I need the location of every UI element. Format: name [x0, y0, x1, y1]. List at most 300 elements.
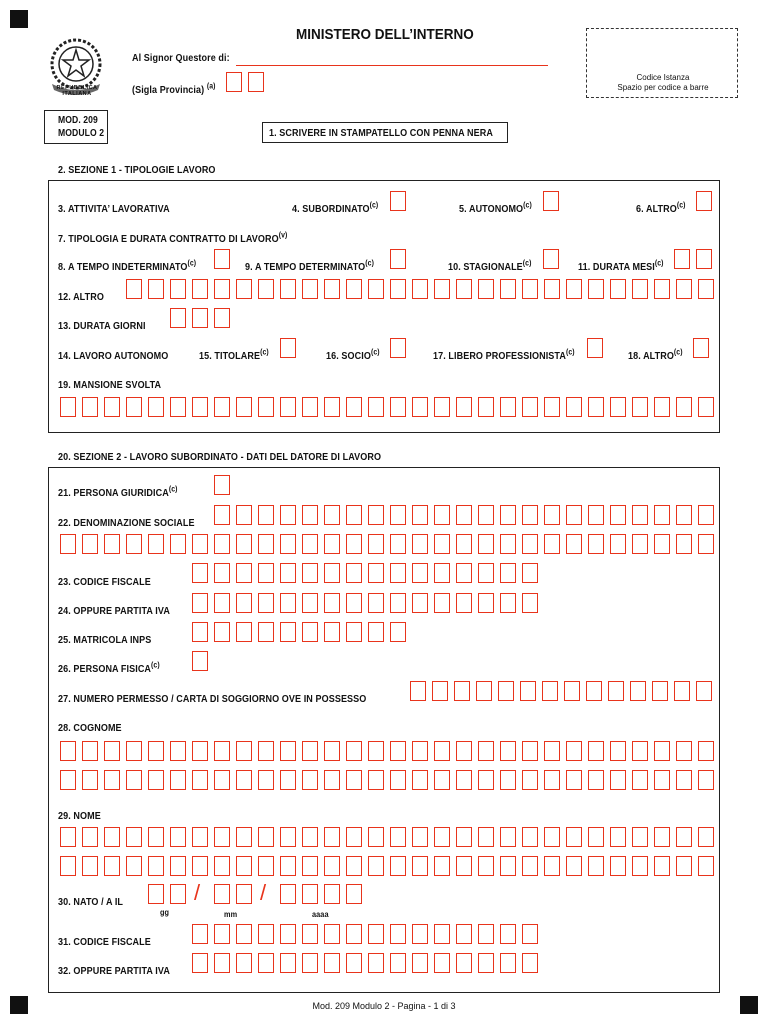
- nome-char-box[interactable]: [258, 856, 274, 876]
- partita-iva-2-char-box[interactable]: [192, 953, 208, 973]
- nome-char-box[interactable]: [522, 856, 538, 876]
- permesso-char-box[interactable]: [674, 681, 690, 701]
- mansione-char-box[interactable]: [170, 397, 186, 417]
- nome-char-box[interactable]: [324, 827, 340, 847]
- cognome-char-box[interactable]: [170, 770, 186, 790]
- denominazione-char-box[interactable]: [390, 534, 406, 554]
- cognome-char-box[interactable]: [610, 770, 626, 790]
- codice-fiscale-char-box[interactable]: [236, 563, 252, 583]
- partita-iva-2-char-box[interactable]: [302, 953, 318, 973]
- codice-fiscale-2-char-box[interactable]: [192, 924, 208, 944]
- nome-char-box[interactable]: [258, 827, 274, 847]
- cognome-char-box[interactable]: [654, 741, 670, 761]
- denominazione-char-box[interactable]: [346, 505, 362, 525]
- cognome-char-box[interactable]: [302, 741, 318, 761]
- altro-contratto-char-box[interactable]: [654, 279, 670, 299]
- partita-iva-char-box[interactable]: [478, 593, 494, 613]
- denominazione-char-box[interactable]: [412, 505, 428, 525]
- codice-fiscale-2-char-box[interactable]: [412, 924, 428, 944]
- cognome-char-box[interactable]: [280, 770, 296, 790]
- denominazione-char-box[interactable]: [60, 534, 76, 554]
- matricola-char-box[interactable]: [346, 622, 362, 642]
- denominazione-char-box[interactable]: [192, 534, 208, 554]
- mansione-char-box[interactable]: [148, 397, 164, 417]
- nome-char-box[interactable]: [346, 856, 362, 876]
- permesso-char-box[interactable]: [498, 681, 514, 701]
- partita-iva-char-box[interactable]: [280, 593, 296, 613]
- cognome-char-box[interactable]: [104, 770, 120, 790]
- partita-iva-char-box[interactable]: [412, 593, 428, 613]
- altro-contratto-char-box[interactable]: [280, 279, 296, 299]
- durata-giorni-box[interactable]: [170, 308, 186, 328]
- altro-contratto-char-box[interactable]: [588, 279, 604, 299]
- cognome-char-box[interactable]: [544, 770, 560, 790]
- checkbox-indeterminato[interactable]: [214, 249, 230, 269]
- altro-contratto-char-box[interactable]: [500, 279, 516, 299]
- mansione-char-box[interactable]: [236, 397, 252, 417]
- cognome-char-box[interactable]: [368, 741, 384, 761]
- nome-char-box[interactable]: [60, 856, 76, 876]
- altro-contratto-char-box[interactable]: [632, 279, 648, 299]
- checkbox-titolare[interactable]: [280, 338, 296, 358]
- permesso-char-box[interactable]: [542, 681, 558, 701]
- nome-char-box[interactable]: [82, 827, 98, 847]
- mansione-char-box[interactable]: [544, 397, 560, 417]
- cognome-char-box[interactable]: [434, 770, 450, 790]
- partita-iva-char-box[interactable]: [390, 593, 406, 613]
- nome-char-box[interactable]: [302, 856, 318, 876]
- denominazione-char-box[interactable]: [170, 534, 186, 554]
- denominazione-char-box[interactable]: [390, 505, 406, 525]
- denominazione-char-box[interactable]: [302, 534, 318, 554]
- denominazione-char-box[interactable]: [522, 505, 538, 525]
- codice-fiscale-char-box[interactable]: [434, 563, 450, 583]
- checkbox-altro-autonomo[interactable]: [693, 338, 709, 358]
- sigla-box[interactable]: [248, 72, 264, 92]
- cognome-char-box[interactable]: [434, 741, 450, 761]
- altro-contratto-char-box[interactable]: [324, 279, 340, 299]
- date-year-box[interactable]: [280, 884, 296, 904]
- sigla-box[interactable]: [226, 72, 242, 92]
- cognome-char-box[interactable]: [368, 770, 384, 790]
- altro-contratto-char-box[interactable]: [236, 279, 252, 299]
- nome-char-box[interactable]: [126, 827, 142, 847]
- checkbox-subordinato[interactable]: [390, 191, 406, 211]
- codice-fiscale-2-char-box[interactable]: [434, 924, 450, 944]
- partita-iva-char-box[interactable]: [434, 593, 450, 613]
- codice-fiscale-char-box[interactable]: [346, 563, 362, 583]
- matricola-char-box[interactable]: [214, 622, 230, 642]
- permesso-char-box[interactable]: [520, 681, 536, 701]
- cognome-char-box[interactable]: [698, 741, 714, 761]
- mansione-char-box[interactable]: [478, 397, 494, 417]
- durata-mesi-box[interactable]: [696, 249, 712, 269]
- cognome-char-box[interactable]: [236, 741, 252, 761]
- denominazione-char-box[interactable]: [324, 534, 340, 554]
- nome-char-box[interactable]: [214, 856, 230, 876]
- mansione-char-box[interactable]: [346, 397, 362, 417]
- codice-fiscale-2-char-box[interactable]: [390, 924, 406, 944]
- cognome-char-box[interactable]: [192, 770, 208, 790]
- nome-char-box[interactable]: [302, 827, 318, 847]
- nome-char-box[interactable]: [434, 827, 450, 847]
- altro-contratto-char-box[interactable]: [412, 279, 428, 299]
- altro-contratto-char-box[interactable]: [610, 279, 626, 299]
- denominazione-char-box[interactable]: [82, 534, 98, 554]
- codice-fiscale-2-char-box[interactable]: [280, 924, 296, 944]
- altro-contratto-char-box[interactable]: [192, 279, 208, 299]
- codice-fiscale-char-box[interactable]: [280, 563, 296, 583]
- permesso-char-box[interactable]: [586, 681, 602, 701]
- codice-fiscale-char-box[interactable]: [302, 563, 318, 583]
- nome-char-box[interactable]: [412, 827, 428, 847]
- codice-fiscale-char-box[interactable]: [214, 563, 230, 583]
- matricola-char-box[interactable]: [368, 622, 384, 642]
- mansione-char-box[interactable]: [434, 397, 450, 417]
- nome-char-box[interactable]: [390, 827, 406, 847]
- matricola-char-box[interactable]: [302, 622, 318, 642]
- nome-char-box[interactable]: [434, 856, 450, 876]
- mansione-char-box[interactable]: [522, 397, 538, 417]
- partita-iva-2-char-box[interactable]: [280, 953, 296, 973]
- denominazione-char-box[interactable]: [632, 505, 648, 525]
- nome-char-box[interactable]: [148, 856, 164, 876]
- cognome-char-box[interactable]: [126, 770, 142, 790]
- partita-iva-2-char-box[interactable]: [522, 953, 538, 973]
- denominazione-char-box[interactable]: [588, 505, 604, 525]
- permesso-char-box[interactable]: [432, 681, 448, 701]
- altro-contratto-char-box[interactable]: [346, 279, 362, 299]
- nome-char-box[interactable]: [544, 827, 560, 847]
- permesso-char-box[interactable]: [696, 681, 712, 701]
- altro-contratto-char-box[interactable]: [676, 279, 692, 299]
- nome-char-box[interactable]: [654, 856, 670, 876]
- denominazione-char-box[interactable]: [434, 534, 450, 554]
- questore-input[interactable]: [236, 65, 548, 66]
- cognome-char-box[interactable]: [148, 741, 164, 761]
- denominazione-char-box[interactable]: [610, 505, 626, 525]
- denominazione-char-box[interactable]: [544, 534, 560, 554]
- codice-fiscale-char-box[interactable]: [192, 563, 208, 583]
- cognome-char-box[interactable]: [698, 770, 714, 790]
- nome-char-box[interactable]: [170, 856, 186, 876]
- codice-fiscale-2-char-box[interactable]: [236, 924, 252, 944]
- permesso-char-box[interactable]: [652, 681, 668, 701]
- denominazione-char-box[interactable]: [456, 505, 472, 525]
- partita-iva-char-box[interactable]: [324, 593, 340, 613]
- nome-char-box[interactable]: [368, 856, 384, 876]
- partita-iva-char-box[interactable]: [500, 593, 516, 613]
- checkbox-persona-fisica[interactable]: [192, 651, 208, 671]
- cognome-char-box[interactable]: [148, 770, 164, 790]
- partita-iva-2-char-box[interactable]: [390, 953, 406, 973]
- permesso-char-box[interactable]: [410, 681, 426, 701]
- cognome-char-box[interactable]: [676, 741, 692, 761]
- cognome-char-box[interactable]: [500, 741, 516, 761]
- checkbox-determinato[interactable]: [390, 249, 406, 269]
- denominazione-char-box[interactable]: [236, 534, 252, 554]
- nome-char-box[interactable]: [588, 827, 604, 847]
- date-month-box[interactable]: [236, 884, 252, 904]
- altro-contratto-char-box[interactable]: [522, 279, 538, 299]
- denominazione-char-box[interactable]: [214, 505, 230, 525]
- nome-char-box[interactable]: [280, 856, 296, 876]
- codice-fiscale-2-char-box[interactable]: [214, 924, 230, 944]
- denominazione-char-box[interactable]: [500, 534, 516, 554]
- cognome-char-box[interactable]: [280, 741, 296, 761]
- date-year-box[interactable]: [324, 884, 340, 904]
- mansione-char-box[interactable]: [698, 397, 714, 417]
- partita-iva-char-box[interactable]: [214, 593, 230, 613]
- partita-iva-2-char-box[interactable]: [434, 953, 450, 973]
- matricola-char-box[interactable]: [258, 622, 274, 642]
- nome-char-box[interactable]: [610, 856, 626, 876]
- cognome-char-box[interactable]: [522, 770, 538, 790]
- partita-iva-2-char-box[interactable]: [324, 953, 340, 973]
- altro-contratto-char-box[interactable]: [478, 279, 494, 299]
- cognome-char-box[interactable]: [346, 770, 362, 790]
- cognome-char-box[interactable]: [676, 770, 692, 790]
- cognome-char-box[interactable]: [302, 770, 318, 790]
- denominazione-char-box[interactable]: [126, 534, 142, 554]
- cognome-char-box[interactable]: [126, 741, 142, 761]
- denominazione-char-box[interactable]: [654, 534, 670, 554]
- partita-iva-2-char-box[interactable]: [500, 953, 516, 973]
- nome-char-box[interactable]: [236, 856, 252, 876]
- checkbox-persona-giuridica[interactable]: [214, 475, 230, 495]
- partita-iva-2-char-box[interactable]: [456, 953, 472, 973]
- nome-char-box[interactable]: [500, 856, 516, 876]
- nome-char-box[interactable]: [346, 827, 362, 847]
- partita-iva-char-box[interactable]: [236, 593, 252, 613]
- denominazione-char-box[interactable]: [434, 505, 450, 525]
- nome-char-box[interactable]: [478, 827, 494, 847]
- denominazione-char-box[interactable]: [104, 534, 120, 554]
- altro-contratto-char-box[interactable]: [544, 279, 560, 299]
- nome-char-box[interactable]: [544, 856, 560, 876]
- cognome-char-box[interactable]: [192, 741, 208, 761]
- altro-contratto-char-box[interactable]: [170, 279, 186, 299]
- altro-contratto-char-box[interactable]: [302, 279, 318, 299]
- altro-contratto-char-box[interactable]: [698, 279, 714, 299]
- matricola-char-box[interactable]: [236, 622, 252, 642]
- denominazione-char-box[interactable]: [522, 534, 538, 554]
- mansione-char-box[interactable]: [214, 397, 230, 417]
- matricola-char-box[interactable]: [192, 622, 208, 642]
- nome-char-box[interactable]: [192, 827, 208, 847]
- matricola-char-box[interactable]: [390, 622, 406, 642]
- altro-contratto-char-box[interactable]: [390, 279, 406, 299]
- cognome-char-box[interactable]: [412, 741, 428, 761]
- mansione-char-box[interactable]: [302, 397, 318, 417]
- nome-char-box[interactable]: [654, 827, 670, 847]
- denominazione-char-box[interactable]: [368, 534, 384, 554]
- nome-char-box[interactable]: [390, 856, 406, 876]
- permesso-char-box[interactable]: [608, 681, 624, 701]
- cognome-char-box[interactable]: [588, 741, 604, 761]
- cognome-char-box[interactable]: [236, 770, 252, 790]
- permesso-char-box[interactable]: [630, 681, 646, 701]
- cognome-char-box[interactable]: [258, 741, 274, 761]
- nome-char-box[interactable]: [456, 856, 472, 876]
- cognome-char-box[interactable]: [214, 741, 230, 761]
- permesso-char-box[interactable]: [564, 681, 580, 701]
- cognome-char-box[interactable]: [324, 741, 340, 761]
- denominazione-char-box[interactable]: [698, 534, 714, 554]
- permesso-char-box[interactable]: [476, 681, 492, 701]
- codice-fiscale-2-char-box[interactable]: [368, 924, 384, 944]
- mansione-char-box[interactable]: [60, 397, 76, 417]
- partita-iva-char-box[interactable]: [258, 593, 274, 613]
- denominazione-char-box[interactable]: [500, 505, 516, 525]
- cognome-char-box[interactable]: [544, 741, 560, 761]
- codice-fiscale-char-box[interactable]: [522, 563, 538, 583]
- cognome-char-box[interactable]: [104, 741, 120, 761]
- nome-char-box[interactable]: [478, 856, 494, 876]
- cognome-char-box[interactable]: [412, 770, 428, 790]
- denominazione-char-box[interactable]: [478, 534, 494, 554]
- nome-char-box[interactable]: [412, 856, 428, 876]
- checkbox-socio[interactable]: [390, 338, 406, 358]
- partita-iva-char-box[interactable]: [456, 593, 472, 613]
- codice-fiscale-2-char-box[interactable]: [258, 924, 274, 944]
- checkbox-autonomo[interactable]: [543, 191, 559, 211]
- codice-fiscale-char-box[interactable]: [368, 563, 384, 583]
- date-month-box[interactable]: [214, 884, 230, 904]
- mansione-char-box[interactable]: [258, 397, 274, 417]
- codice-fiscale-2-char-box[interactable]: [456, 924, 472, 944]
- nome-char-box[interactable]: [522, 827, 538, 847]
- durata-giorni-box[interactable]: [214, 308, 230, 328]
- altro-contratto-char-box[interactable]: [456, 279, 472, 299]
- nome-char-box[interactable]: [566, 856, 582, 876]
- codice-fiscale-char-box[interactable]: [258, 563, 274, 583]
- matricola-char-box[interactable]: [280, 622, 296, 642]
- altro-contratto-char-box[interactable]: [214, 279, 230, 299]
- cognome-char-box[interactable]: [566, 741, 582, 761]
- cognome-char-box[interactable]: [214, 770, 230, 790]
- cognome-char-box[interactable]: [170, 741, 186, 761]
- cognome-char-box[interactable]: [522, 741, 538, 761]
- altro-contratto-char-box[interactable]: [148, 279, 164, 299]
- nome-char-box[interactable]: [456, 827, 472, 847]
- mansione-char-box[interactable]: [368, 397, 384, 417]
- denominazione-char-box[interactable]: [258, 505, 274, 525]
- nome-char-box[interactable]: [236, 827, 252, 847]
- partita-iva-char-box[interactable]: [522, 593, 538, 613]
- nome-char-box[interactable]: [192, 856, 208, 876]
- mansione-char-box[interactable]: [412, 397, 428, 417]
- codice-fiscale-char-box[interactable]: [412, 563, 428, 583]
- mansione-char-box[interactable]: [280, 397, 296, 417]
- permesso-char-box[interactable]: [454, 681, 470, 701]
- mansione-char-box[interactable]: [126, 397, 142, 417]
- nome-char-box[interactable]: [170, 827, 186, 847]
- denominazione-char-box[interactable]: [610, 534, 626, 554]
- nome-char-box[interactable]: [698, 827, 714, 847]
- denominazione-char-box[interactable]: [346, 534, 362, 554]
- mansione-char-box[interactable]: [500, 397, 516, 417]
- codice-fiscale-2-char-box[interactable]: [302, 924, 318, 944]
- durata-mesi-box[interactable]: [674, 249, 690, 269]
- nome-char-box[interactable]: [632, 856, 648, 876]
- codice-fiscale-char-box[interactable]: [500, 563, 516, 583]
- denominazione-char-box[interactable]: [214, 534, 230, 554]
- nome-char-box[interactable]: [214, 827, 230, 847]
- cognome-char-box[interactable]: [82, 741, 98, 761]
- cognome-char-box[interactable]: [60, 770, 76, 790]
- mansione-char-box[interactable]: [324, 397, 340, 417]
- cognome-char-box[interactable]: [588, 770, 604, 790]
- date-day-box[interactable]: [148, 884, 164, 904]
- denominazione-char-box[interactable]: [676, 534, 692, 554]
- nome-char-box[interactable]: [324, 856, 340, 876]
- altro-contratto-char-box[interactable]: [368, 279, 384, 299]
- nome-char-box[interactable]: [632, 827, 648, 847]
- denominazione-char-box[interactable]: [280, 505, 296, 525]
- partita-iva-2-char-box[interactable]: [412, 953, 428, 973]
- durata-giorni-box[interactable]: [192, 308, 208, 328]
- codice-fiscale-char-box[interactable]: [478, 563, 494, 583]
- denominazione-char-box[interactable]: [632, 534, 648, 554]
- nome-char-box[interactable]: [676, 827, 692, 847]
- mansione-char-box[interactable]: [456, 397, 472, 417]
- partita-iva-2-char-box[interactable]: [478, 953, 494, 973]
- altro-contratto-char-box[interactable]: [434, 279, 450, 299]
- partita-iva-char-box[interactable]: [368, 593, 384, 613]
- nome-char-box[interactable]: [82, 856, 98, 876]
- nome-char-box[interactable]: [610, 827, 626, 847]
- denominazione-char-box[interactable]: [566, 505, 582, 525]
- nome-char-box[interactable]: [126, 856, 142, 876]
- date-year-box[interactable]: [302, 884, 318, 904]
- cognome-char-box[interactable]: [456, 770, 472, 790]
- partita-iva-2-char-box[interactable]: [214, 953, 230, 973]
- codice-fiscale-2-char-box[interactable]: [522, 924, 538, 944]
- nome-char-box[interactable]: [280, 827, 296, 847]
- denominazione-char-box[interactable]: [676, 505, 692, 525]
- partita-iva-2-char-box[interactable]: [258, 953, 274, 973]
- codice-fiscale-char-box[interactable]: [324, 563, 340, 583]
- denominazione-char-box[interactable]: [258, 534, 274, 554]
- mansione-char-box[interactable]: [82, 397, 98, 417]
- cognome-char-box[interactable]: [390, 741, 406, 761]
- cognome-char-box[interactable]: [478, 741, 494, 761]
- checkbox-libero-professionista[interactable]: [587, 338, 603, 358]
- partita-iva-2-char-box[interactable]: [236, 953, 252, 973]
- nome-char-box[interactable]: [588, 856, 604, 876]
- codice-fiscale-2-char-box[interactable]: [478, 924, 494, 944]
- codice-fiscale-char-box[interactable]: [456, 563, 472, 583]
- altro-contratto-char-box[interactable]: [566, 279, 582, 299]
- mansione-char-box[interactable]: [390, 397, 406, 417]
- mansione-char-box[interactable]: [566, 397, 582, 417]
- nome-char-box[interactable]: [676, 856, 692, 876]
- mansione-char-box[interactable]: [192, 397, 208, 417]
- cognome-char-box[interactable]: [632, 770, 648, 790]
- codice-fiscale-2-char-box[interactable]: [324, 924, 340, 944]
- nome-char-box[interactable]: [60, 827, 76, 847]
- nome-char-box[interactable]: [566, 827, 582, 847]
- mansione-char-box[interactable]: [610, 397, 626, 417]
- date-year-box[interactable]: [346, 884, 362, 904]
- nome-char-box[interactable]: [104, 827, 120, 847]
- partita-iva-char-box[interactable]: [346, 593, 362, 613]
- nome-char-box[interactable]: [368, 827, 384, 847]
- checkbox-altro[interactable]: [696, 191, 712, 211]
- denominazione-char-box[interactable]: [148, 534, 164, 554]
- denominazione-char-box[interactable]: [588, 534, 604, 554]
